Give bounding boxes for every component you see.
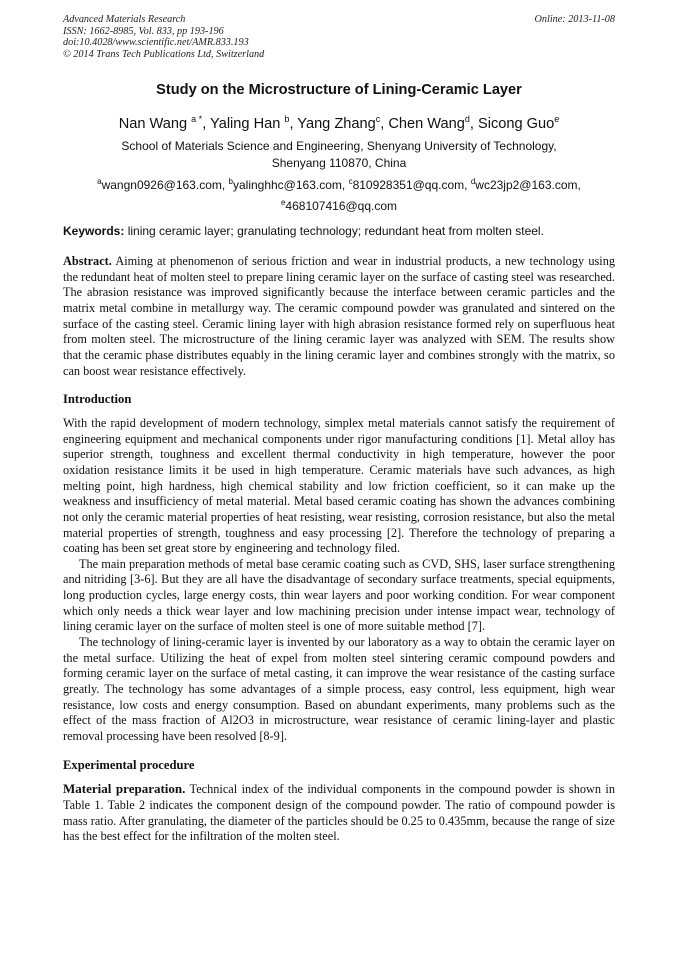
author-sup: c — [375, 114, 381, 124]
email-address[interactable]: wc23jp2@163.com, — [475, 178, 581, 192]
issn-line: ISSN: 1662-8985, Vol. 833, pp 193-196 — [63, 25, 224, 37]
body-paragraph: The technology of lining-ceramic layer is invented by our laboratory as a way to obtain the ceramic layer on the metal surface. Utilizing the heat of expel from molten steel sintering ceramic compound powders and forming ceramic layer on the surface of metal casting, it can improve the wear resistance of the casting surface greatly. The technology has some advantages of a simple process, easy control, less equipment, high wear resistance, low costs and energy consumption. Based on abundant experiments, many problems such as the effect of the mass fraction of Al2O3 in microstructure, wear resistance of ceramic lining-layer and plastic removal processing have been resolved [8-9]. — [63, 635, 615, 744]
email-sup: b — [228, 177, 233, 186]
author-name: Yang Zhang — [297, 115, 376, 132]
author-sep: , — [380, 115, 389, 132]
author-sep: , — [469, 115, 478, 132]
keywords-label: Keywords: — [63, 224, 125, 238]
author-sup: b — [284, 114, 290, 124]
author-name: Sicong Guo — [478, 115, 555, 132]
keywords-text: lining ceramic layer; granulating technology; redundant heat from molten steel. — [124, 224, 544, 238]
keywords-line — [63, 224, 615, 238]
email-sup: d — [470, 177, 476, 186]
experimental-text: Technical index of the individual components in the compound powder is shown in Table 1. Table 2 indicates the component design of the compound powder. The ratio of compound powder is mass ratio. After granulating, the diameter of the particles should be 0.25 to 0.435mm, because the range of size has the best effect for the infiltration of the molten steel. — [63, 782, 615, 844]
doi-line[interactable]: doi:10.4028/www.scientific.net/AMR.833.193 — [63, 37, 249, 49]
journal-name: Advanced Materials Research — [63, 14, 186, 25]
introduction-heading: Introduction — [63, 392, 132, 407]
author-sup: d — [464, 114, 470, 124]
email-sup: e — [280, 198, 286, 207]
affiliation-line: School of Materials Science and Engineering, Shenyang University of Technology, — [121, 139, 557, 153]
email-address[interactable]: 810928351@qq.com, — [352, 178, 471, 192]
email-address[interactable]: 468107416@qq.com — [285, 199, 398, 213]
author-sup: e — [554, 114, 560, 124]
copyright-line: © 2014 Trans Tech Publications Ltd, Switzerland — [63, 48, 265, 60]
author-name: Yaling Han — [210, 115, 285, 132]
author-sep: , — [202, 115, 211, 132]
body-paragraph: The main preparation methods of metal base ceramic coating such as CVD, SHS, laser surface strengthening and nitriding [3-6]. But they are all have the disadvantage of secondary surface treatments, special equipments, long production cycles, large energy costs, thin wear layers and poor working condition. For wear component which only needs a thick wear layer and low machining precision under intense impact wear, technology of lining ceramic layer on the surface of molten steel is one of more suitable method [7]. — [63, 556, 615, 634]
email-list — [63, 173, 615, 215]
abstract-label: Abstract. — [63, 254, 112, 268]
paper-body — [63, 254, 615, 845]
author-list — [40, 114, 638, 132]
affiliation — [63, 138, 615, 172]
experimental-heading: Experimental procedure — [63, 757, 195, 772]
email-sup: a — [97, 177, 102, 186]
email-address[interactable]: wangn0926@163.com, — [101, 178, 229, 192]
journal-header — [63, 14, 615, 60]
abstract-paragraph — [63, 254, 615, 379]
abstract-text: Aiming at phenomenon of serious friction and wear in industrial products, a new technology using the redundant heat of molten steel to prepare lining ceramic layer on the surface of casting steel was researched. The abrasion resistance was improved significantly because the interface between ceramic particles and the matrix metal combine in metallurgy way. The ceramic compound powder was granulated and sintered on the surface of the casting steel. Ceramic lining layer with high abrasion resistance formed rely on superfluous heat from molten steel. The microstructure of the lining ceramic layer was analyzed with SEM. The results show that the ceramic phase distributes equably in the lining ceramic layer and combines strongly with the matrix, so can boost wear resistance effectively. — [63, 254, 615, 378]
body-paragraph — [63, 781, 615, 845]
email-sup: c — [348, 177, 353, 186]
online-date: Online: 2013-11-08 — [534, 14, 615, 25]
author-name: Chen Wang — [388, 115, 465, 132]
subsection-lead: Material preparation. — [63, 781, 186, 797]
email-address[interactable]: yalinghhc@163.com, — [232, 178, 349, 192]
body-paragraph: With the rapid development of modern technology, simplex metal materials cannot satisfy the requirement of engineering equipment and mechanical components under rigor manufacturing conditions [1]. Metal alloy has superior strength, toughness and excellent thermal conductivity in high temperature, however the poor oxidation resistance limits it be used in high temperature. Ceramic materials have such advances, as high melting point, high hardness, high chemical stability and low friction coefficient, so it can make up the weakness and insufficiency of metal material. Metal based ceramic coating has shown the advances combining not only the ceramic material properties of heat resisting, wear resisting, corrosion resistance, but also the metal material properties of strength, toughness and easy processing [2]. Therefore the technology of preparing a coating has been set great store by engineering and technology filed. — [63, 415, 615, 556]
affiliation-line: Shenyang 110870, China — [271, 156, 407, 170]
author-sup: a * — [191, 114, 203, 124]
author-sep: , — [289, 115, 298, 132]
author-name: Nan Wang — [118, 115, 192, 132]
paper-title: Study on the Microstructure of Lining-Ceramic Layer — [156, 82, 522, 98]
